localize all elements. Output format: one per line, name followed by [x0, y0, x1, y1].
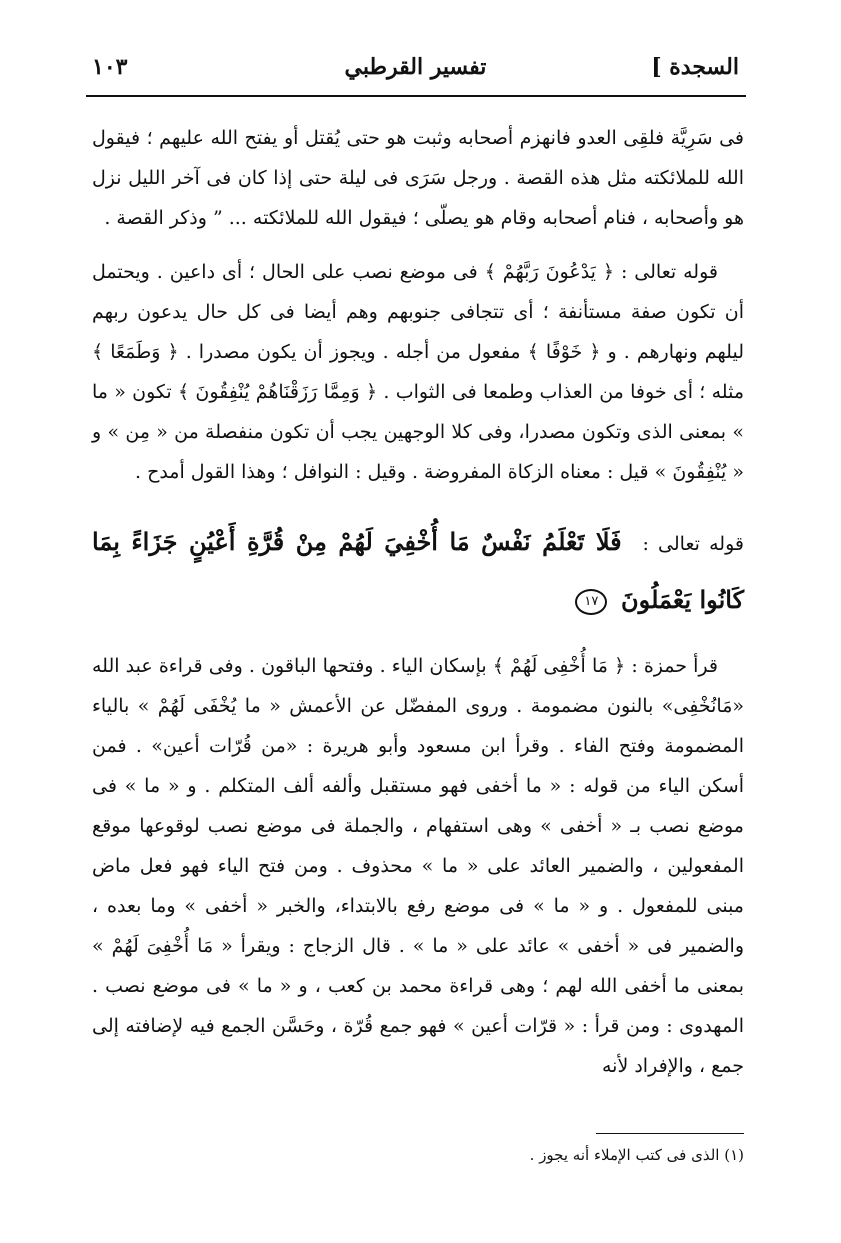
header-rule: [86, 95, 746, 97]
surah-name: السجدة ]: [651, 54, 739, 80]
footnote-rule: [596, 1133, 744, 1134]
paragraph-3: قرأ حمزة : ﴿ مَا أُخْفِى لَهُمْ ﴾ بإسكان الياء . وفتحها الباقون . وفى قراءة عبد الله «مَانُخْفِى» بالنون مضمومة . وروى المفضّل عن الأعمش « ما يُخْفَى لَهُمْ » بالياء المضمومة وفتح الفاء . وقرأ ابن مسعود وأبو هريرة : «من قُرّات أعين» . فمن أسكن الياء من قوله : « ما أخفى فهو مستقبل وألفه ألف المتكلم . و « ما » فى موضع نصب بـ « أخفى » وهى استفهام ، والجملة فى موضع نصب لوقوعها موقع المفعولين ، والضمير العائد على « ما » محذوف . ومن فتح الياء فهو فعل ماض مبنى للمفعول . و « ما » فى موضع رفع بالابتداء، والخبر « أخفى » وما بعده ، والضمير فى « أخفى » عائد على « ما » . قال الزجاج : ويقرأ « مَا أُخْفِىَ لَهُمْ » بمعنى ما أخفى الله لهم ؛ وهى قراءة محمد بن كعب ، و « ما » فى موضع نصب . المهدوى : ومن قرأ : « قرّات أعين » فهو جمع قُرّة ، وحَسَّن الجمع فيه لإضافته إلى جمع ، والإفراد لأنه: [92, 655, 744, 1077]
main-text: [92, 118, 744, 1086]
paragraph-1: فى سَرِيَّة فلقِى العدو فانهزم أصحابه وثبت هو حتى يُقتل أو يفتح الله عليهم ؛ فيقول الله للملائكته مثل هذه القصة . ورجل سَرَى فى ليلة حتى إذا كان فى آخر الليل نزل هو وأصحابه ، فنام أصحابه وقام هو يصلّى ؛ فيقول الله للملائكته ... ” وذكر القصة .: [92, 127, 744, 229]
verse-intro: قوله تعالى :: [642, 533, 744, 555]
verse-text: فَلَا تَعْلَمُ نَفْسٌ مَا أُخْفِيَ لَهُمْ مِنْ قُرَّةِ أَعْيُنٍ جَزَاءً بِمَا كَانُوا يَعْمَلُونَ: [92, 527, 744, 614]
book-title: تفسير القرطبي: [344, 54, 487, 80]
quran-verse: [92, 514, 744, 628]
page-number: ١٠٣: [92, 54, 128, 80]
footnote: (١) الذى فى كتب الإملاء أنه يجوز .: [529, 1146, 744, 1164]
ayah-number: ١٧: [575, 589, 607, 615]
paragraph-2: قوله تعالى : ﴿ يَدْعُونَ رَبَّهُمْ ﴾ فى موضع نصب على الحال ؛ أى داعين . ويحتمل أن تكون صفة مستأنفة ؛ أى تتجافى جنوبهم وهم أيضا فى كل حال يدعون ربهم ليلهم ونهارهم . و ﴿ خَوْفًا ﴾ مفعول من أجله . ويجوز أن يكون مصدرا . ﴿ وَطَمَعًا ﴾ مثله ؛ أى خوفا من العذاب وطمعا فى الثواب . ﴿ وَمِمَّا رَزَقْنَاهُمْ يُنْفِقُونَ ﴾ تكون « ما » بمعنى الذى وتكون مصدرا، وفى كلا الوجهين يجب أن تكون منفصلة من « مِن » و « يُنْفِقُونَ » قيل : معناه الزكاة المفروضة . وقيل : النوافل ؛ وهذا القول أمدح .: [92, 261, 744, 483]
page-header: [92, 52, 739, 92]
